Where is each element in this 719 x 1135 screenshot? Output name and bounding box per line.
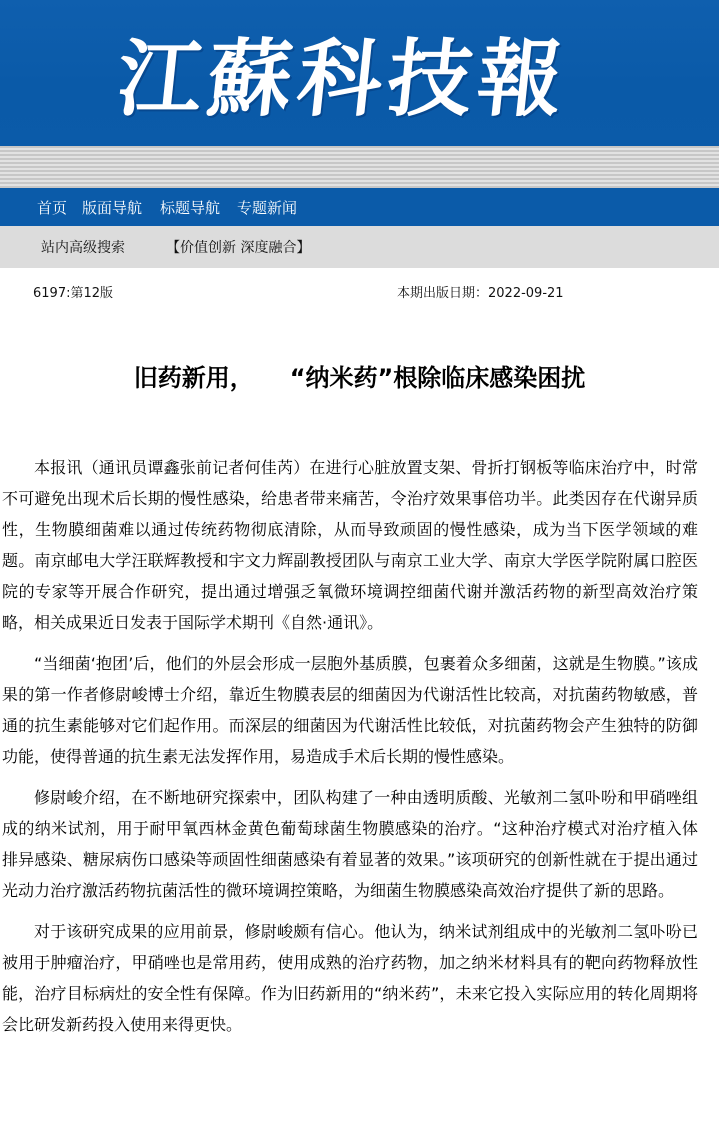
nav-page-navigation-link[interactable]: 版面导航 — [82, 199, 143, 217]
nav-title-navigation-link[interactable]: 标题导航 — [160, 199, 221, 217]
decorative-band — [0, 146, 719, 188]
article-paragraph: 本报讯（通讯员谭鑫张前记者何佳芮）在进行心脏放置支架、骨折打钢板等临床治疗中，时常不可避免出现术后长期的慢性感染，给患者带来痛苦，令治疗效果事倍功半。此类因存在代谢异质性，生物膜细菌难以通过传统药物彻底清除，从而导致顽固的慢性感染，成为当下医学领域的难题。南京邮电大学汪联辉教授和宇文力辉副教授团队与南京工业大学、南京大学医学院附属口腔医院的专家等开展合作研究，提出通过增强乏氧微环境调控细菌代谢并激活药物的新型高效治疗策略，相关成果近日发表于国际学术期刊《自然·通讯》。 — [2, 458, 698, 632]
newspaper-logo: 江蘇科技報 — [112, 29, 574, 128]
advanced-search-link[interactable]: 站内高级搜索 — [41, 240, 125, 256]
main-nav — [0, 188, 719, 226]
masthead — [0, 0, 719, 146]
publish-date: 本期出版日期：2022-09-21 — [397, 286, 564, 301]
nav-home-link[interactable]: 首页 — [37, 199, 68, 217]
article-paragraph: 修尉峻介绍，在不断地研究探索中，团队构建了一种由透明质酸、光敏剂二氢卟吩和甲硝唑组成的纳米试剂，用于耐甲氧西林金黄色葡萄球菌生物膜感染的治疗。“这种治疗模式对治疗植入体排异感染、糖尿病伤口感染等顽固性细菌感染有着显著的效果。”该项研究的创新性就在于提出通过光动力治疗激活药物抗菌活性的微环境调控策略，为细菌生物膜感染高效治疗提供了新的思路。 — [2, 788, 698, 900]
nav-special-news-link[interactable]: 专题新闻 — [237, 199, 298, 217]
sub-nav — [0, 226, 719, 268]
article-paragraph: 对于该研究成果的应用前景，修尉峻颇有信心。他认为，纳米试剂组成中的光敏剂二氢卟吩已被用于肿瘤治疗，甲硝唑也是常用药，使用成熟的治疗药物，加之纳米材料具有的靶向药物释放性能，治疗目标病灶的安全性有保障。作为旧药新用的“纳米药”，未来它投入实际应用的转化周期将会比研发新药投入使用来得更快。 — [2, 922, 698, 1034]
article-paragraph: “当细菌‘抱团’后，他们的外层会形成一层胞外基质膜，包裹着众多细菌，这就是生物膜。”该成果的第一作者修尉峻博士介绍，靠近生物膜表层的细菌因为代谢活性比较高，对抗菌药物敏感，普通的抗生素能够对它们起作用。而深层的细菌因为代谢活性比较低，对抗菌药物会产生独特的防御功能，使得普通的抗生素无法发挥作用，易造成手术后长期的慢性感染。 — [2, 654, 698, 766]
slogan: 【价值创新 深度融合】 — [166, 240, 311, 256]
edition-label: 6197:第12版 — [33, 286, 114, 301]
article-title: 旧药新用， “纳米药”根除临床感染困扰 — [133, 364, 586, 392]
article-body — [2, 452, 698, 1050]
